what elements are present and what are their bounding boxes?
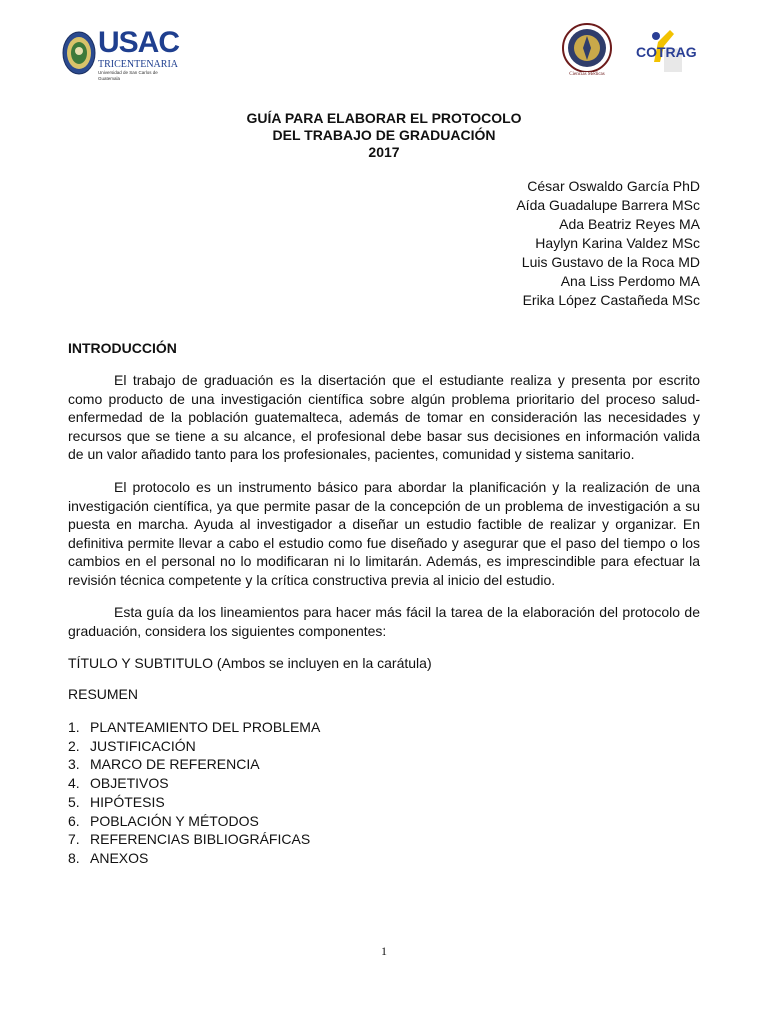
cotrag-logo bbox=[630, 28, 697, 78]
title-year: 2017 bbox=[368, 144, 400, 160]
author: Aída Guadalupe Barrera MSc bbox=[516, 197, 700, 213]
list-item bbox=[68, 718, 320, 737]
list-item-label: OBJETIVOS bbox=[90, 775, 169, 792]
intro-paragraph-3: Esta guía da los lineamientos para hacer más fácil la tarea de la elaboración del protocolo de graduación, considera los siguientes componentes: bbox=[68, 604, 700, 639]
usac-tagline: Universidad de San Carlos de Guatemala bbox=[98, 70, 158, 81]
title-line-2: DEL TRABAJO DE GRADUACIÓN bbox=[272, 127, 496, 143]
usac-logo bbox=[62, 26, 180, 81]
list-item-label: REFERENCIAS BIBLIOGRÁFICAS bbox=[90, 831, 311, 848]
list-item-number: 7. bbox=[68, 831, 80, 848]
list-item bbox=[68, 793, 320, 812]
list-item-number: 1. bbox=[68, 719, 80, 735]
author: Ada Beatriz Reyes MA bbox=[559, 216, 700, 232]
author: Haylyn Karina Valdez MSc bbox=[535, 235, 700, 251]
components-list bbox=[68, 718, 320, 868]
resumen-line: RESUMEN bbox=[68, 686, 139, 702]
author: Erika López Castañeda MSc bbox=[522, 292, 700, 308]
cotrag-name: COTRAG bbox=[636, 44, 697, 60]
author: Luis Gustavo de la Roca MD bbox=[521, 254, 700, 270]
list-item-label: PLANTEAMIENTO DEL PROBLEMA bbox=[90, 719, 321, 735]
list-item-label: HIPÓTESIS bbox=[90, 793, 165, 810]
authors-list bbox=[516, 177, 700, 310]
list-item bbox=[68, 830, 320, 849]
document-title bbox=[0, 110, 768, 161]
faculty-seal-logo bbox=[556, 22, 618, 82]
list-item-label: POBLACIÓN Y MÉTODOS bbox=[90, 812, 259, 829]
usac-subtitle: TRICENTENARIA bbox=[98, 59, 178, 70]
list-item bbox=[68, 737, 320, 756]
list-item-number: 8. bbox=[68, 849, 80, 866]
list-item bbox=[68, 849, 320, 868]
faculty-caption: Ciencias Médicas bbox=[569, 72, 605, 77]
intro-paragraph-1: El trabajo de graduación es la disertación que el estudiante realiza y presenta por escrito como producto de una investigación científica sobre algún problema prioritario del proceso salud-enfermedad de la población guatemalteca, además de tomar en consideración las necesidades y recursos que se tiene a su alcance, el profesional debe basar sus decisiones en información valida de un valor añadido tanto para los profesionales, pacientes, comunidad y sistema sanitario. bbox=[68, 372, 700, 463]
list-item-label: ANEXOS bbox=[90, 849, 149, 866]
list-item-number: 2. bbox=[68, 737, 80, 754]
list-item bbox=[68, 755, 320, 774]
list-item-number: 5. bbox=[68, 793, 80, 810]
list-item-number: 4. bbox=[68, 775, 80, 792]
list-item-label: JUSTIFICACIÓN bbox=[90, 737, 196, 754]
page-number: 1 bbox=[381, 944, 387, 958]
author: César Oswaldo García PhD bbox=[527, 178, 700, 194]
usac-name: USAC bbox=[98, 26, 180, 59]
section-heading-introduccion: INTRODUCCIÓN bbox=[68, 340, 177, 356]
list-item-number: 3. bbox=[68, 756, 80, 773]
list-item bbox=[68, 774, 320, 793]
list-item bbox=[68, 812, 320, 831]
list-item-label: MARCO DE REFERENCIA bbox=[90, 756, 260, 773]
title-line-1: GUÍA PARA ELABORAR EL PROTOCOLO bbox=[246, 110, 522, 126]
intro-paragraph-2: El protocolo es un instrumento básico para abordar la planificación y la realización de una investigación científica, ya que permite pasar de la concepción de un problema de investigación a su puesta en marcha. Ayuda al investigador a diseñar un estudio factible de realizar y organizar. En definitiva permite llevar a cabo el estudio como fue diseñado y asegurar que el paso del tiempo o los cambios en el personal no lo modificaran ni lo limitarán. Además, es imprescindible para efectuar la revisión técnica competente y la crítica constructiva previa al inicio del estudio. bbox=[68, 479, 700, 588]
usac-seal-icon bbox=[62, 31, 96, 75]
list-item-number: 6. bbox=[68, 812, 80, 829]
author: Ana Liss Perdomo MA bbox=[560, 273, 700, 289]
titulo-line: TÍTULO Y SUBTITULO (Ambos se incluyen en la carátula) bbox=[68, 655, 432, 671]
